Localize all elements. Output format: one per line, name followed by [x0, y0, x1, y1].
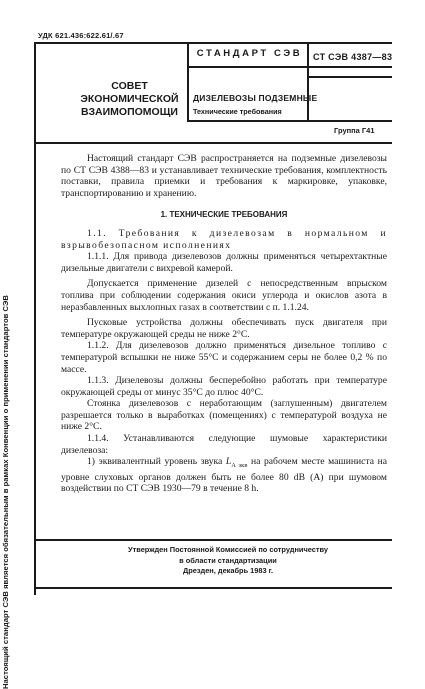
side-note: Настоящий стандарт СЭВ является обязательным в рамках Конвенции о применении стандартов СЭВ	[1, 295, 10, 689]
clause-1-1: 1.1. Требования к дизелевозам в нормальном и взрывобезопасном исполнениях	[61, 227, 387, 251]
intro-paragraph: Настоящий стандарт СЭВ распространяется на подземные дизелевозы по СТ СЭВ 4388—83 и устанавливает технические требования, комплектность поставки, правила приемки и требования к маркировке, упаковке, транспортированию и хранению.	[61, 153, 387, 199]
header-rule-3	[187, 120, 392, 122]
paragraph-parking: Стоянка дизелевозов с неработающим (заглушенным) двигателем разрешается только в выработках (помещениях) с температурой воздуха не ниже 2°С.	[61, 398, 387, 433]
header-bottom-rule	[34, 142, 392, 144]
council-line: ВЗАИМОПОМОЩИ	[81, 106, 178, 118]
group-code: Группа Г41	[334, 126, 375, 135]
udk-code: УДК 621.436:622.61/.67	[38, 31, 124, 40]
header-rule-2	[307, 76, 392, 78]
section-title: 1. ТЕХНИЧЕСКИЕ ТРЕБОВАНИЯ	[160, 210, 288, 220]
clause-1-1-1: 1.1.1. Для привода дизелевозов должны применяться четырехтактные дизельные двигатели с вихревой камерой.	[61, 251, 387, 274]
noise-symbol: L	[225, 456, 232, 468]
clause-1-1-4: 1.1.4. Устанавливаются следующие шумовые характеристики дизелевоза:	[61, 433, 387, 456]
bottom-border	[34, 587, 392, 589]
noise-text-start: 1) эквивалентный уровень звука	[87, 456, 226, 468]
approval-footer	[124, 545, 332, 577]
council-name	[72, 80, 187, 119]
header-divider-right	[307, 42, 309, 120]
clause-1-1-2: 1.1.2. Для дизелевозов должно применяться дизельное топливо с температурой вспышки не ниже 55°С и содержанием серы не более 0,2 % по массе.	[61, 340, 387, 375]
top-border	[34, 42, 392, 44]
council-line: ЭКОНОМИЧЕСКОЙ	[80, 93, 179, 105]
noise-paragraph	[61, 456, 387, 495]
footer-line: Дрезден, декабрь 1983 г.	[182, 566, 274, 575]
standard-number: СТ СЭВ 4387—83	[313, 52, 393, 62]
paragraph-start: Пусковые устройства должны обеспечивать пуск двигателя при температуре окружающей среды не ниже 2°С.	[61, 317, 387, 340]
noise-subscript: A экв	[231, 462, 248, 470]
footer-line: в области стандартизации	[179, 555, 277, 565]
document-title: ДИЗЕЛЕВОЗЫ ПОДЗЕМНЫЕ	[193, 93, 318, 103]
paragraph-allowed: Допускается применение дизелей с непосредственным впрыском топлива при соблюдении содержания окиси углерода и окислов азота в неразбавленных выхлопных газах в соответствии с п. 1.1.24.	[61, 278, 387, 313]
header-rule-1	[187, 66, 392, 68]
document-subtitle: Технические требования	[193, 107, 282, 116]
left-border	[34, 42, 36, 595]
header-divider-left	[187, 42, 189, 120]
council-line: СОВЕТ	[111, 80, 148, 92]
noise-text-end: на рабочем месте машиниста на уровне слуховых органов должен быть не более 80 dB (A) при шумовом воздействии по СТ СЭВ 1930—79 в течение 8 h.	[61, 456, 387, 495]
footer-line: Утвержден Постоянной Комиссией по сотрудничеству	[128, 545, 328, 554]
footer-rule	[34, 539, 392, 541]
document-body	[61, 153, 387, 495]
clause-1-1-3: 1.1.3. Дизелевозы должны бесперебойно работать при температуре окружающей среды от минус 35°С до плюс 40°С.	[61, 375, 387, 398]
standard-label: СТАНДАРТ СЭВ	[196, 48, 303, 59]
